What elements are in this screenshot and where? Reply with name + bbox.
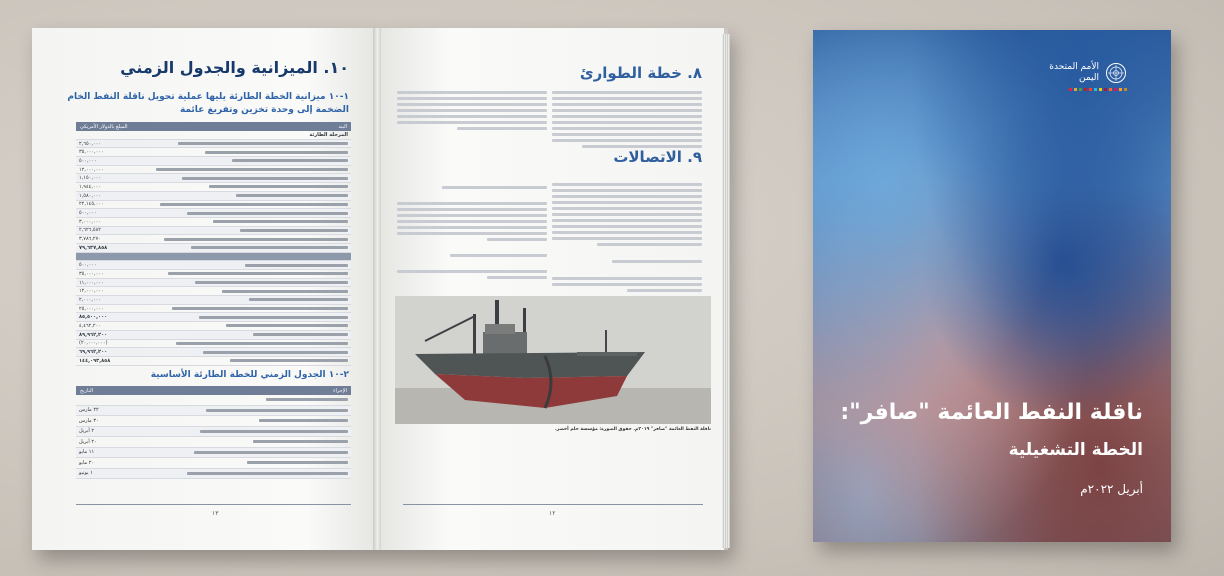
budget-rows: [76, 131, 351, 366]
budget-amount: ١٢,٠٠٠,٠٠٠: [79, 288, 104, 295]
budget-amount: ٦٩,٩٦٢,٢٠٠: [79, 349, 108, 356]
timeline-action: [139, 396, 351, 403]
budget-row: [76, 357, 351, 366]
budget-row: [76, 183, 351, 192]
budget-row: [76, 235, 351, 244]
timeline-action: [139, 438, 351, 445]
section-9-text-left: [397, 183, 547, 282]
budget-label: [141, 183, 351, 190]
org-name-line1: الأمم المتحدة: [1049, 62, 1099, 72]
budget-label: [141, 192, 351, 199]
budget-amount: ١,١٥٠,٠٠٠: [79, 175, 101, 182]
footer-rule-right: [403, 504, 703, 505]
budget-label: [141, 314, 351, 321]
budget-table-header: [76, 122, 351, 131]
budget-section-title: ١٠. الميزانية والجدول الزمني: [120, 58, 349, 77]
budget-label: المرحلة الطارئة: [309, 131, 348, 138]
timeline-action: [139, 428, 351, 435]
budget-label: [141, 279, 351, 286]
timeline-action: [139, 470, 351, 477]
budget-row: [76, 201, 351, 210]
budget-row: [76, 218, 351, 227]
budget-label: [141, 201, 351, 208]
budget-label: [141, 236, 351, 243]
budget-label: [141, 296, 351, 303]
budget-row: [76, 244, 351, 253]
budget-label: [141, 157, 351, 164]
left-page: [32, 28, 375, 550]
timeline-action: [139, 449, 351, 456]
budget-label: [141, 149, 351, 156]
right-page-number: ١٢: [549, 510, 556, 517]
budget-amount: ٨٩,٩٦٢,٢٠٠: [79, 331, 108, 338]
timeline-row: [76, 448, 351, 459]
safer-tanker-image: [395, 296, 711, 424]
budget-amount: ٢٢,١٤٥,٠٠٠: [79, 201, 104, 208]
budget-label: [141, 270, 351, 277]
budget-label: [141, 244, 351, 251]
cover-title: ناقلة النفط العائمة "صافر":: [840, 400, 1143, 425]
budget-row: [76, 131, 351, 140]
org-name-line2: اليمن: [1078, 73, 1099, 83]
budget-label: [141, 262, 351, 269]
budget-label: [141, 331, 351, 338]
budget-row: [76, 253, 351, 262]
timeline-date: ٣٠ مارس: [79, 417, 99, 424]
budget-subsection-title: ١-١٠ ميزانية الخطة الطارئة يليها عملية تحويل ناقلة النفط الخام الضخمة إلى وحدة تخزين وتفريغ عائمة: [67, 92, 349, 115]
budget-col-amount: المبلغ بالدولار الأمريكي: [80, 123, 128, 130]
budget-amount: ١,٩٤٤,٠٠٠: [79, 183, 101, 190]
timeline-date: ١١ مايو: [79, 449, 95, 456]
budget-label: [141, 340, 351, 347]
budget-row: [76, 209, 351, 218]
right-page: [381, 28, 724, 550]
budget-amount: ٢,٦٢٦,٥٨٢: [79, 227, 101, 234]
budget-amount: ١١,٠٠٠,٠٠٠: [79, 279, 104, 286]
timeline-col-date: التاريخ: [80, 387, 93, 394]
budget-row: [76, 261, 351, 270]
budget-col-desc: البند: [338, 123, 347, 130]
timeline-subsection-title: ٢-١٠ الجدول الزمني للخطة الطارئة الأساسية: [150, 370, 349, 380]
timeline-row: [76, 469, 351, 480]
emergency-plan-title: ٨. خطة الطوارئ: [579, 64, 702, 82]
photo-caption: ناقلة النفط العائمة "صافر" ٢٠١٩م. حقوق الصورة: مؤسسة حلم أخضر.: [554, 427, 711, 432]
photo-caption-area: [395, 427, 711, 432]
budget-table: [76, 122, 351, 366]
budget-label: [141, 322, 351, 329]
timeline-action: [139, 417, 351, 424]
budget-amount: (٢٠,٠٠٠,٠٠٠): [79, 340, 108, 347]
timeline-date: ٢٢ مارس: [79, 407, 99, 414]
sdg-color-strip: [1069, 88, 1127, 91]
timeline-row: [76, 416, 351, 427]
timeline-table: [76, 386, 351, 479]
budget-amount: ١,٥٨٠,٠٠٠: [79, 192, 101, 199]
un-emblem-icon: [1105, 62, 1127, 84]
budget-label: [141, 305, 351, 312]
budget-amount: ٢,٦٥٠,٠٠٠: [79, 140, 101, 147]
org-name: [1049, 62, 1099, 84]
budget-amount: ٣٥,٠٠٠,٠٠٠: [79, 270, 104, 277]
budget-row: [76, 287, 351, 296]
budget-amount: ٤,٤٦٢,٢٠٠: [79, 322, 101, 329]
cover-subtitle: الخطة التشغيلية: [1008, 440, 1143, 460]
budget-amount: ٧٩,٦٣٧,٨٥٨: [79, 244, 108, 251]
report-cover: [813, 30, 1171, 542]
budget-amount: ١٤٤,٠٩٣,٨٥٨: [79, 357, 111, 364]
budget-label: [141, 357, 351, 364]
budget-row: [76, 348, 351, 357]
timeline-action: [139, 407, 351, 414]
budget-row: [76, 148, 351, 157]
budget-row: [76, 305, 351, 314]
budget-amount: ٣,٠٠٠,٠٠٠: [79, 218, 101, 225]
budget-row: [76, 340, 351, 349]
cover-date: أبريل ٢٠٢٢م: [1080, 482, 1143, 496]
budget-row: [76, 227, 351, 236]
budget-label: [141, 175, 351, 182]
budget-label: [141, 349, 351, 356]
timeline-date: ١ يونيو: [79, 470, 93, 477]
section-9-text-right: [552, 180, 702, 295]
communications-title: ٩. الاتصالات: [613, 148, 702, 166]
budget-row: [76, 157, 351, 166]
budget-row: [76, 322, 351, 331]
budget-amount: ٥٠٠,٠٠٠: [79, 157, 97, 164]
budget-label: [141, 166, 351, 173]
budget-row: [76, 192, 351, 201]
budget-row: [76, 296, 351, 305]
budget-row: [76, 331, 351, 340]
timeline-row: [76, 406, 351, 417]
budget-amount: ٢,٠٠٠,٠٠٠: [79, 296, 101, 303]
timeline-row: [76, 458, 351, 469]
budget-row: [76, 140, 351, 149]
budget-row: [76, 166, 351, 175]
timeline-date: ٢٠ أبريل: [79, 438, 97, 445]
timeline-table-header: [76, 386, 351, 395]
timeline-action: [139, 459, 351, 466]
timeline-col-desc: الإجراء: [333, 387, 347, 394]
footer-rule: [76, 504, 351, 505]
budget-label: [141, 210, 351, 217]
budget-amount: ٥٠٠,٠٠٠: [79, 210, 97, 217]
budget-amount: ٣٥,٠٠٠,٠٠٠: [79, 149, 104, 156]
budget-label: [141, 140, 351, 147]
timeline-row: [76, 437, 351, 448]
budget-amount: ٣,٧٨٦,٢٧٠: [79, 236, 101, 243]
section-8-text-right: [552, 88, 702, 151]
page-edges: [722, 34, 730, 548]
budget-label: [141, 227, 351, 234]
budget-row: [76, 174, 351, 183]
budget-label: [141, 288, 351, 295]
timeline-date: ٢ أبريل: [79, 428, 94, 435]
budget-amount: ٢٥,٠٠٠,٠٠٠: [79, 305, 104, 312]
budget-row: [76, 313, 351, 322]
budget-row: [76, 270, 351, 279]
timeline-row: [76, 395, 351, 406]
budget-row: [76, 279, 351, 288]
budget-label: [141, 218, 351, 225]
timeline-row: [76, 427, 351, 438]
left-page-number: ١٣: [212, 510, 219, 517]
budget-amount: ٨٥,٥٠٠,٠٠٠: [79, 314, 108, 321]
open-booklet: [32, 28, 728, 550]
timeline-rows: [76, 395, 351, 479]
timeline-date: ٢٠ مايو: [79, 459, 95, 466]
tanker-photo: [395, 296, 711, 424]
budget-amount: ١٢,٠٠٠,٠٠٠: [79, 166, 104, 173]
un-logo: [1049, 62, 1127, 84]
budget-amount: ٥٠٠,٠٠٠: [79, 262, 97, 269]
section-8-text-left: [397, 88, 547, 133]
